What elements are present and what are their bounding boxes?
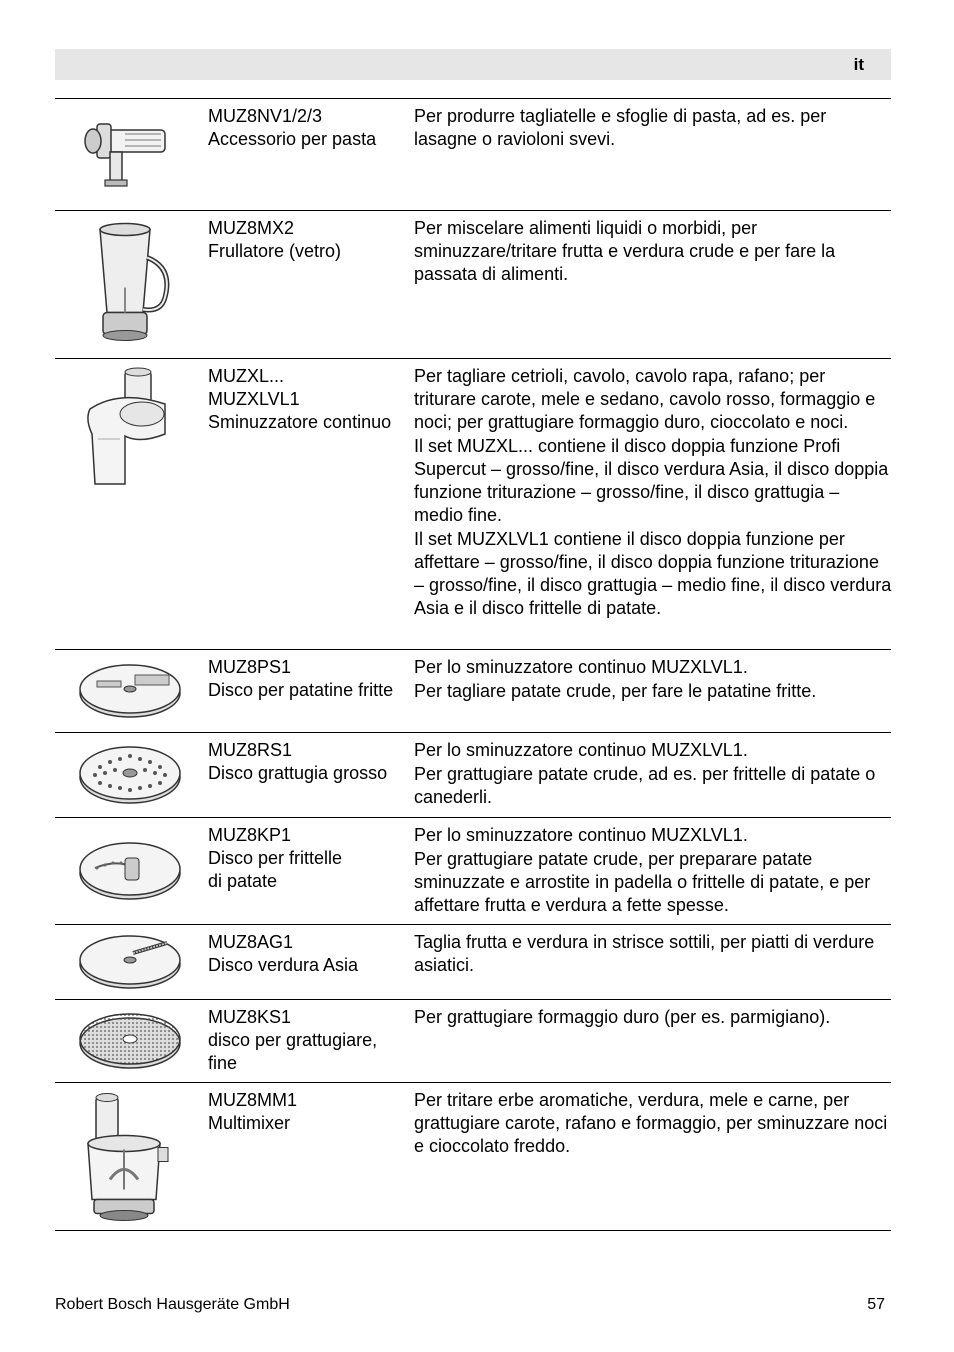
description-paragraph: Per miscelare alimenti liquidi o morbidi, per sminuzzare/tritare frutta e verdura crude e per fare la passata di alimenti. — [414, 218, 836, 284]
description-paragraph: Per grattugiare patate crude, per preparare patate sminuzzate e arrostite in padella o frittelle di patate, e per affettare frutta e verdura a fette spesse. — [414, 849, 871, 915]
table-row — [55, 999, 891, 1082]
product-code: MUZ8RS1 — [208, 740, 293, 760]
product-code: MUZ8KP1 — [208, 825, 292, 845]
product-code: MUZ8MX2 — [208, 218, 295, 238]
table-row — [55, 210, 891, 358]
product-name: disco per grattugiare, fine — [208, 1030, 378, 1073]
product-description — [414, 365, 892, 620]
product-name: Disco per patatine fritte — [208, 680, 394, 700]
description-paragraph: Per produrre tagliatelle e sfoglie di pasta, ad es. per lasagne o ravioloni svevi. — [414, 106, 827, 149]
accessory-table — [55, 98, 891, 1231]
product-description — [414, 739, 892, 809]
table-row — [55, 1082, 891, 1231]
blender-jug-icon — [55, 211, 205, 358]
table-row — [55, 924, 891, 999]
product-name: Frullatore (vetro) — [208, 241, 342, 261]
description-paragraph: Il set MUZXL... contiene il disco doppia funzione Profi Supercut – grosso/fine, il disco verdura Asia, il disco doppia funzione triturazione – grosso/fine, il disco grattugia – medio fine. — [414, 436, 889, 525]
asia-vegetable-disc-icon — [55, 925, 205, 999]
product-name: Sminuzzatore continuo — [208, 412, 392, 432]
product-name: Disco grattugia grosso — [208, 763, 388, 783]
product-description — [414, 1089, 892, 1158]
product-description — [414, 1006, 892, 1029]
multimixer-icon — [55, 1083, 205, 1230]
product-code: MUZ8PS1 — [208, 657, 292, 677]
description-paragraph: Per grattugiare patate crude, ad es. per frittelle di patate o canederli. — [414, 764, 876, 807]
product-name: Multimixer — [208, 1113, 291, 1133]
table-row — [55, 358, 891, 649]
page-number: 57 — [867, 1296, 885, 1313]
product-description — [414, 656, 892, 703]
product-name: Disco per frittelle di patate — [208, 848, 343, 891]
fine-grater-disc-icon — [55, 1000, 205, 1082]
table-row — [55, 98, 891, 210]
product-code: MUZXL... — [208, 366, 285, 386]
coarse-grater-disc-icon — [55, 733, 205, 817]
product-description — [414, 217, 892, 286]
potato-pancake-disc-icon — [55, 818, 205, 924]
product-code: MUZ8KS1 — [208, 1007, 292, 1027]
footer-company: Robert Bosch Hausgeräte GmbH — [55, 1296, 290, 1313]
product-code: MUZXLVL1 — [208, 389, 300, 409]
table-row — [55, 817, 891, 924]
description-paragraph: Taglia frutta e verdura in strisce sottili, per piatti di verdure asiatici. — [414, 932, 875, 975]
description-paragraph: Per lo sminuzzatore continuo MUZXLVL1. — [414, 657, 748, 677]
language-label: it — [853, 55, 864, 74]
table-row — [55, 732, 891, 817]
description-paragraph: Per lo sminuzzatore continuo MUZXLVL1. — [414, 825, 748, 845]
description-paragraph: Per tagliare cetrioli, cavolo, cavolo rapa, rafano; per triturare carote, mele e sedano, cavolo rosso, formaggio e noci; per grattugiare formaggio duro, cioccolato e noci. — [414, 366, 876, 432]
product-code: MUZ8AG1 — [208, 932, 294, 952]
product-code: MUZ8NV1/2/3 — [208, 106, 323, 126]
description-paragraph: Per tritare erbe aromatiche, verdura, mele e carne, per grattugiare carote, rafano e formaggio, per sminuzzare noci e cioccolato freddo. — [414, 1090, 888, 1156]
header-bar — [55, 49, 891, 80]
description-paragraph: Il set MUZXLVL1 contiene il disco doppia funzione per affettare – grosso/fine, il disco doppia funzione triturazione – grosso/fine, il disco grattugia – medio fine, il disco verdura Asia e il disco frittelle di patate. — [414, 529, 892, 618]
fries-disc-icon — [55, 650, 205, 732]
pasta-attachment-icon — [55, 99, 205, 210]
product-name: Accessorio per pasta — [208, 129, 377, 149]
product-name: Disco verdura Asia — [208, 955, 359, 975]
product-code: MUZ8MM1 — [208, 1090, 297, 1110]
description-paragraph: Per tagliare patate crude, per fare le patatine fritte. — [414, 681, 817, 701]
continuous-shredder-icon — [55, 359, 205, 499]
product-description — [414, 931, 892, 977]
table-row — [55, 649, 891, 732]
product-description — [414, 105, 892, 151]
description-paragraph: Per lo sminuzzatore continuo MUZXLVL1. — [414, 740, 748, 760]
description-paragraph: Per grattugiare formaggio duro (per es. parmigiano). — [414, 1007, 831, 1027]
product-description — [414, 824, 892, 917]
